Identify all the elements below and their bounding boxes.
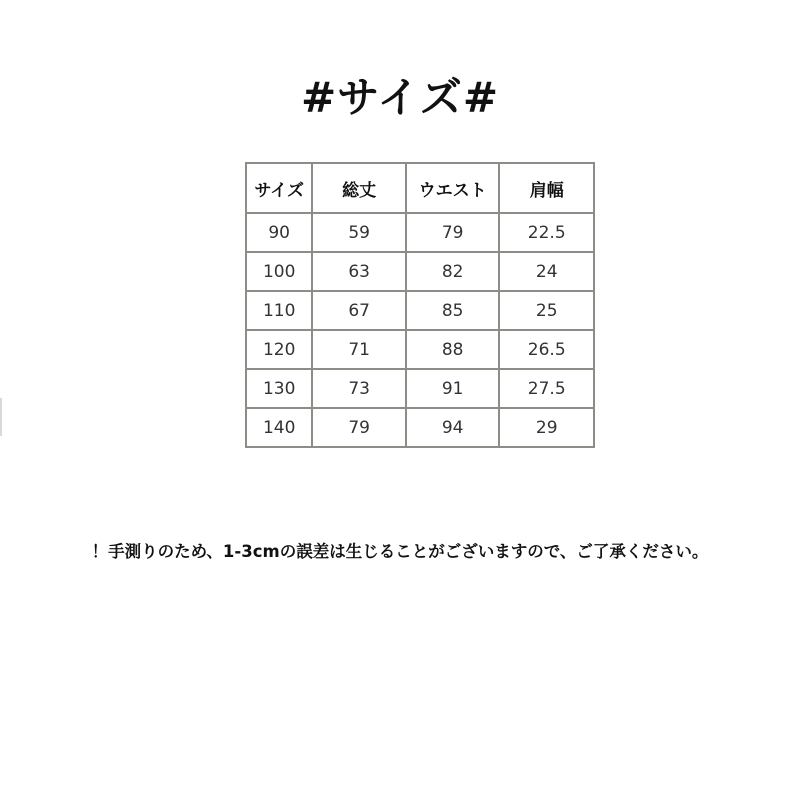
- table-cell: 29: [499, 408, 594, 447]
- header-waist: ウエスト: [406, 163, 500, 213]
- table-cell: 25: [499, 291, 594, 330]
- table-row: [246, 291, 594, 330]
- table-cell: 73: [312, 369, 406, 408]
- table-cell: 85: [406, 291, 500, 330]
- table-row: [246, 252, 594, 291]
- table-row: [246, 213, 594, 252]
- table-cell: 79: [312, 408, 406, 447]
- table-cell: 120: [246, 330, 312, 369]
- table-row: [246, 369, 594, 408]
- edge-mark: [0, 398, 2, 436]
- table-cell: 63: [312, 252, 406, 291]
- measurement-note: ！手測りのため、1-3cmの誤差は生じることがございますので、ご了承ください。: [91, 542, 709, 561]
- table-cell: 88: [406, 330, 500, 369]
- table-cell: 67: [312, 291, 406, 330]
- table-cell: 79: [406, 213, 500, 252]
- page-title: #サイズ#: [300, 73, 500, 122]
- table-cell: 90: [246, 213, 312, 252]
- header-size: サイズ: [246, 163, 312, 213]
- table-header-row: [246, 163, 594, 213]
- header-shoulder-width: 肩幅: [499, 163, 594, 213]
- table-cell: 27.5: [499, 369, 594, 408]
- table-cell: 59: [312, 213, 406, 252]
- header-total-length: 総丈: [312, 163, 406, 213]
- table-cell: 71: [312, 330, 406, 369]
- table-cell: 91: [406, 369, 500, 408]
- size-table: [245, 162, 595, 448]
- table-cell: 130: [246, 369, 312, 408]
- table-cell: 94: [406, 408, 500, 447]
- table-cell: 140: [246, 408, 312, 447]
- table-row: [246, 408, 594, 447]
- table-cell: 100: [246, 252, 312, 291]
- table-cell: 24: [499, 252, 594, 291]
- table-cell: 110: [246, 291, 312, 330]
- table-cell: 22.5: [499, 213, 594, 252]
- table-cell: 82: [406, 252, 500, 291]
- table-row: [246, 330, 594, 369]
- table-cell: 26.5: [499, 330, 594, 369]
